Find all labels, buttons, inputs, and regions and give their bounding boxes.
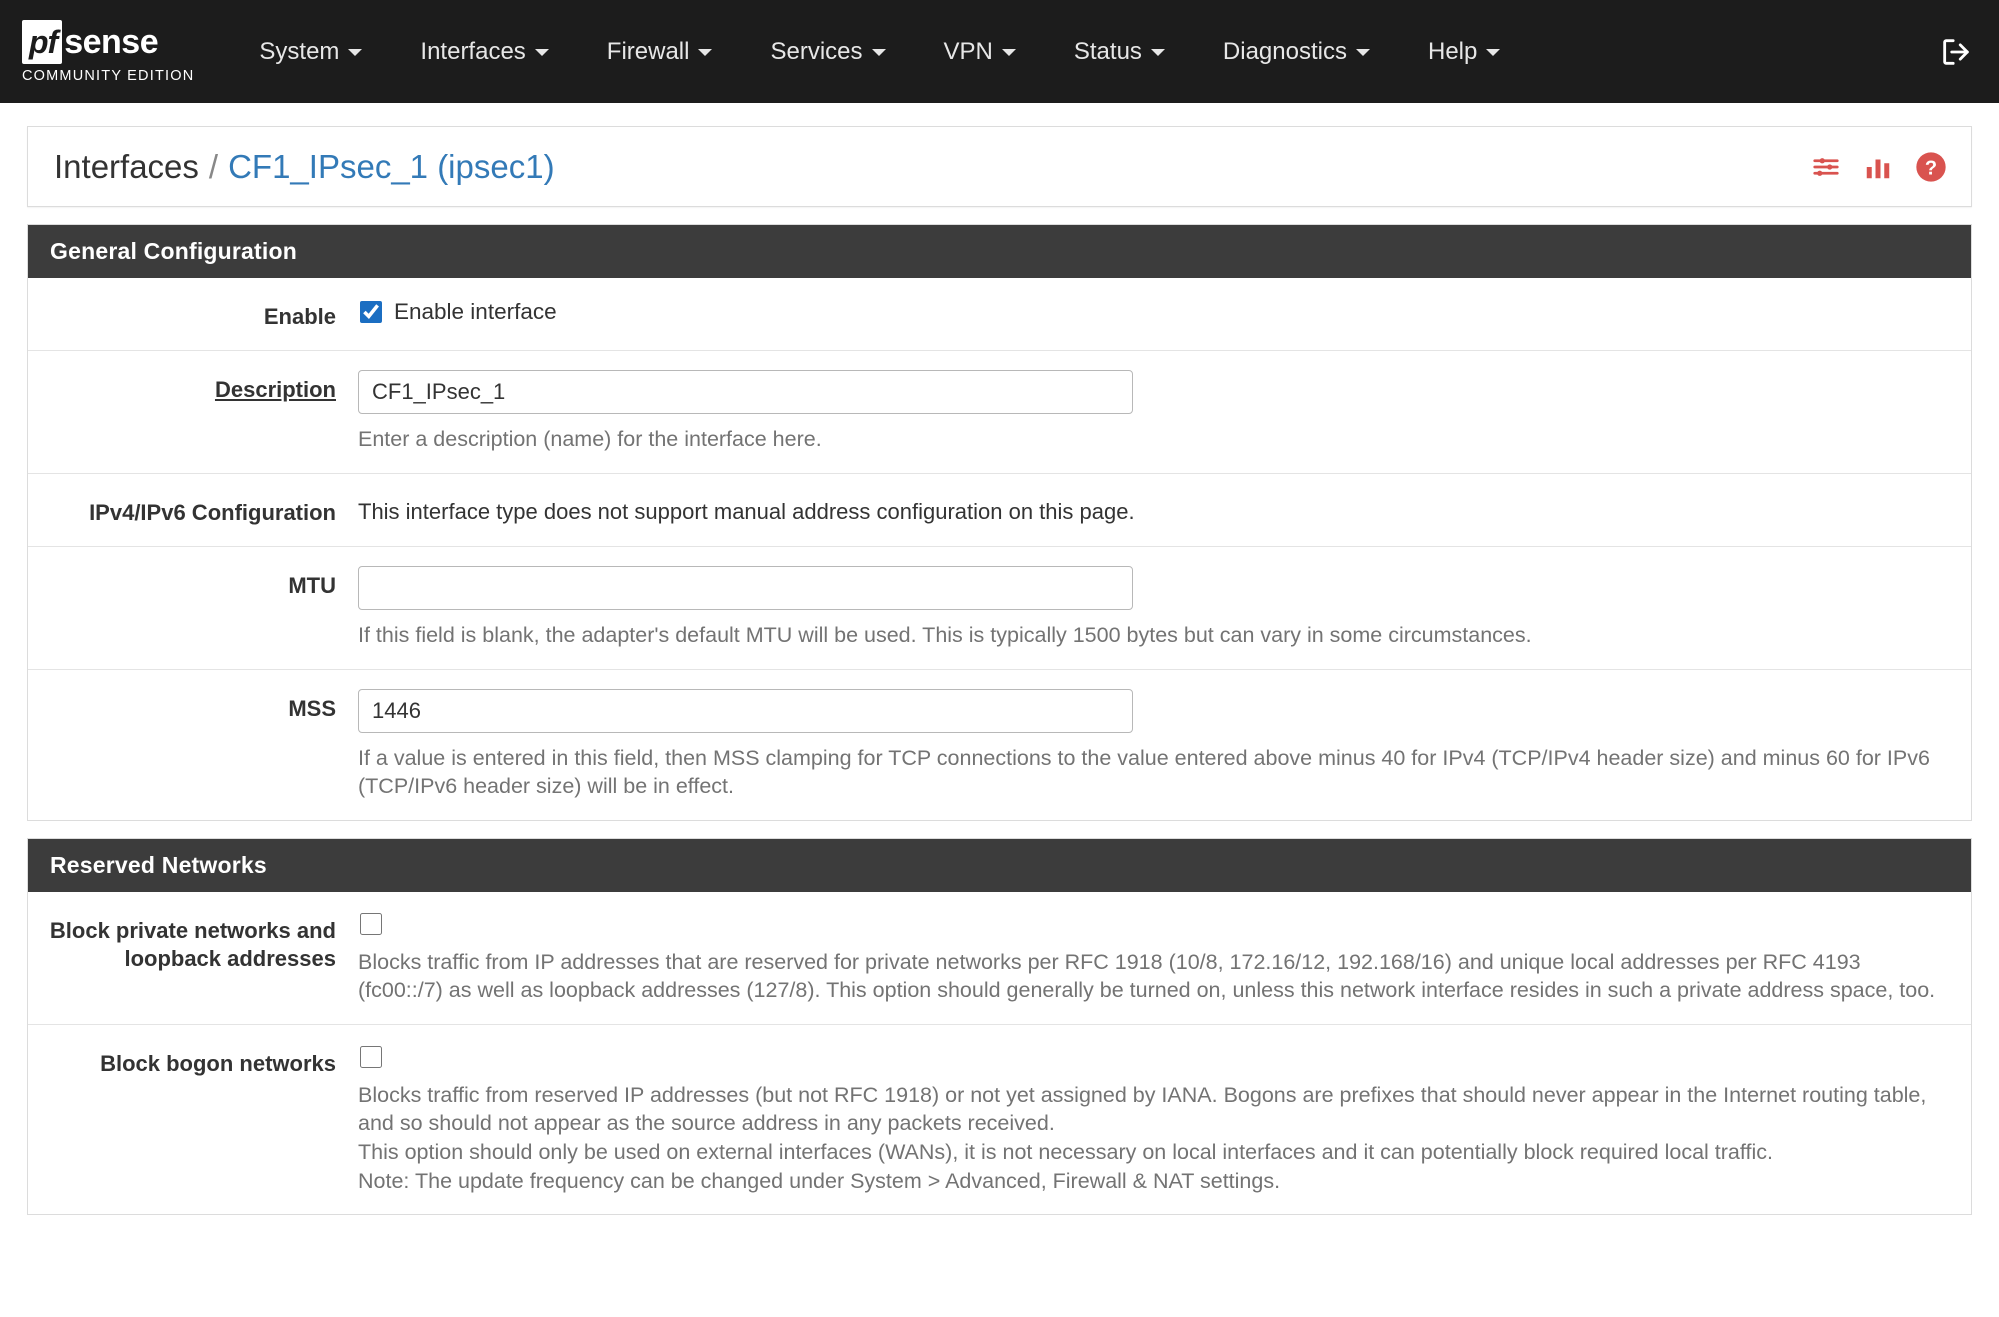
page-header xyxy=(27,126,1972,207)
general-configuration-panel xyxy=(27,224,1972,821)
logout-icon[interactable] xyxy=(1939,35,1973,69)
label-mtu: MTU xyxy=(288,572,336,598)
mss-input[interactable] xyxy=(358,689,1133,733)
nav-label-services: Services xyxy=(770,38,863,65)
body-description xyxy=(358,370,1971,454)
nav-label-diagnostics: Diagnostics xyxy=(1222,38,1347,65)
chevron-down-icon xyxy=(535,49,549,56)
chart-icon[interactable] xyxy=(1863,152,1893,182)
label-mss: MSS xyxy=(288,695,336,721)
block-bogon-help-line2: This option should only be used on external interfaces (WANs), it is not necessary on local interfaces and it can potentially block required local traffic. xyxy=(358,1140,1773,1165)
chevron-down-icon xyxy=(348,49,362,56)
chevron-down-icon xyxy=(1486,49,1500,56)
enable-interface-checkbox-line xyxy=(358,297,1945,325)
nav-item-status[interactable] xyxy=(1045,0,1194,103)
label-description: Description xyxy=(214,377,336,403)
body-mss xyxy=(358,689,1971,801)
nav-item-system[interactable] xyxy=(230,0,391,103)
body-block-bogon-networks xyxy=(358,1044,1971,1195)
pfsense-logo[interactable] xyxy=(22,20,194,84)
row-description xyxy=(28,351,1971,474)
nav-label-vpn: VPN xyxy=(943,38,993,65)
navbar-menu xyxy=(230,0,1529,103)
label-ip-configuration: IPv4/IPv6 Configuration xyxy=(89,499,336,525)
breadcrumb-separator: / xyxy=(208,147,219,185)
description-help: Enter a description (name) for the interface here. xyxy=(358,427,822,452)
brand-logo-row xyxy=(22,20,194,64)
nav-label-interfaces: Interfaces xyxy=(420,38,526,65)
body-ip-configuration xyxy=(358,493,1971,527)
nav-label-status: Status xyxy=(1073,38,1142,65)
brand-pf-text: pf xyxy=(22,20,62,64)
mss-help: If a value is entered in this field, then MSS clamping for TCP connections to the value entered above minus 40 for IPv4 (TCP/IPv4 header size) and minus 60 for IPv6 (TCP/IPv6 header size) will be in effect. xyxy=(358,745,1930,799)
general-configuration-title: General Configuration xyxy=(28,225,1971,278)
enable-interface-label: Enable interface xyxy=(394,299,557,324)
help-circle-icon[interactable] xyxy=(1915,151,1947,183)
brand-sense-text: sense xyxy=(64,22,159,61)
block-private-networks-help: Blocks traffic from IP addresses that are reserved for private networks per RFC 1918 (10/8, 172.16/12, 192.168/16) and unique local addresses per RFC 4193 (fc00::/7) as well as loopback addresses (127/8). This option should generally be turned on, unless this network interface resides in such a private address space, too. xyxy=(358,949,1936,1003)
label-block-bogon-networks: Block bogon networks xyxy=(100,1050,336,1076)
enable-interface-checkbox[interactable] xyxy=(360,301,382,323)
nav-label-system: System xyxy=(259,38,340,65)
nav-item-diagnostics[interactable] xyxy=(1194,0,1399,103)
header-icon-group xyxy=(1811,151,1947,183)
label-block-private-networks: Block private networks and loopback addresses xyxy=(49,917,336,971)
mtu-input[interactable] xyxy=(358,566,1133,610)
nav-item-firewall[interactable] xyxy=(578,0,742,103)
top-navbar xyxy=(0,0,1999,103)
label-enable: Enable xyxy=(263,304,336,329)
breadcrumb-root: Interfaces xyxy=(54,147,199,185)
svg-text:?: ? xyxy=(1924,156,1938,179)
breadcrumb-current: CF1_IPsec_1 (ipsec1) xyxy=(228,147,555,185)
nav-item-interfaces[interactable] xyxy=(391,0,577,103)
block-private-networks-checkbox[interactable] xyxy=(360,913,382,935)
block-bogon-networks-checkbox[interactable] xyxy=(360,1046,382,1068)
nav-label-help: Help xyxy=(1427,38,1478,65)
body-enable xyxy=(358,297,1971,331)
nav-item-services[interactable] xyxy=(741,0,914,103)
chevron-down-icon xyxy=(1356,49,1370,56)
mtu-help: If this field is blank, the adapter's default MTU will be used. This is typically 1500 bytes but can vary in some circumstances. xyxy=(358,622,1532,647)
chevron-down-icon xyxy=(1151,49,1165,56)
block-bogon-checkbox-line xyxy=(358,1044,1945,1068)
row-enable xyxy=(28,278,1971,351)
sliders-icon[interactable] xyxy=(1811,152,1841,182)
body-block-private-networks xyxy=(358,911,1971,1005)
nav-item-vpn[interactable] xyxy=(915,0,1045,103)
chevron-down-icon xyxy=(872,49,886,56)
nav-label-firewall: Firewall xyxy=(606,38,690,65)
row-mtu xyxy=(28,547,1971,670)
description-input[interactable] xyxy=(358,370,1133,414)
row-mss xyxy=(28,670,1971,820)
brand-subtitle: COMMUNITY EDITION xyxy=(22,67,195,84)
block-bogon-help-line1: Blocks traffic from reserved IP addresses (but not RFC 1918) or not yet assigned by IANA. Bogons are prefixes that should never appear in the Internet routing table, and so should not appear as the source address in any packets received. xyxy=(358,1082,1927,1136)
reserved-networks-title: Reserved Networks xyxy=(28,839,1971,892)
row-ip-configuration xyxy=(28,474,1971,547)
breadcrumb xyxy=(54,148,555,186)
nav-item-help[interactable] xyxy=(1399,0,1529,103)
block-bogon-help-line3: Note: The update frequency can be changed under System > Advanced, Firewall & NAT settings. xyxy=(358,1168,1281,1193)
chevron-down-icon xyxy=(1002,49,1016,56)
ip-configuration-text: This interface type does not support manual address configuration on this page. xyxy=(358,498,1135,524)
row-block-private-networks xyxy=(28,892,1971,1025)
chevron-down-icon xyxy=(698,49,712,56)
block-private-checkbox-line xyxy=(358,911,1945,935)
row-block-bogon-networks xyxy=(28,1025,1971,1214)
reserved-networks-panel xyxy=(27,838,1972,1216)
body-mtu xyxy=(358,566,1971,650)
